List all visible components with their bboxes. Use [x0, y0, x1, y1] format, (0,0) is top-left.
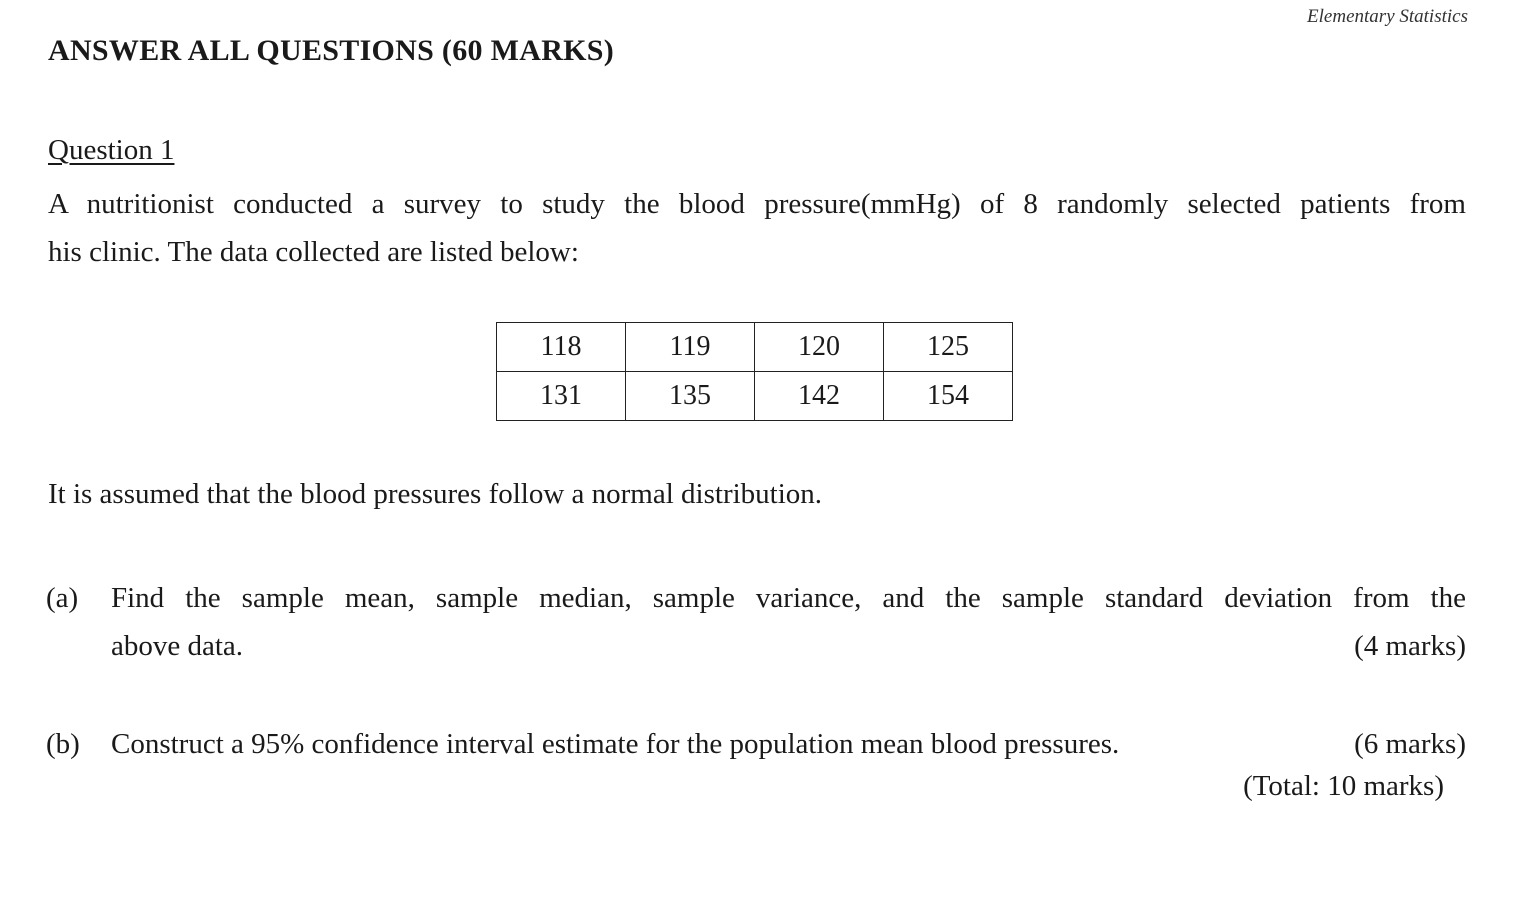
question-heading: Question 1 [48, 134, 175, 166]
part-text [111, 574, 1466, 670]
table-row [497, 372, 1013, 421]
data-table [496, 322, 1013, 421]
total-marks: (Total: 10 marks) [1243, 770, 1444, 802]
question-part-b [46, 720, 1466, 768]
part-label: (a) [46, 582, 79, 614]
table-cell: 142 [755, 372, 884, 421]
part-text-line-2-row [111, 622, 1466, 670]
section-title: ANSWER ALL QUESTIONS (60 MARKS) [48, 34, 615, 67]
table-cell: 154 [884, 372, 1013, 421]
part-text-line-1: Find the sample mean, sample median, sample variance, and the sample standard deviation from the [111, 582, 1466, 614]
table-cell: 131 [497, 372, 626, 421]
running-header: Elementary Statistics [1307, 6, 1468, 27]
table-row [497, 323, 1013, 372]
part-text [111, 720, 1466, 768]
part-label: (b) [46, 728, 80, 760]
intro-line-2: his clinic. The data collected are listed below: [48, 236, 579, 268]
intro-line-1: A nutritionist conducted a survey to study the blood pressure(mmHg) of 8 randomly selected patients from [48, 188, 1466, 220]
table-cell: 118 [497, 323, 626, 372]
marks-label: (4 marks) [1354, 630, 1466, 662]
question-intro [48, 180, 1466, 276]
marks-label: (6 marks) [1354, 728, 1466, 760]
part-text-line-2: above data. [111, 630, 244, 662]
table-cell: 125 [884, 323, 1013, 372]
table-cell: 135 [626, 372, 755, 421]
part-text-line-1: Construct a 95% confidence interval estimate for the population mean blood pressures. [111, 728, 1120, 760]
assumption-text: It is assumed that the blood pressures follow a normal distribution. [48, 478, 823, 510]
table-cell: 120 [755, 323, 884, 372]
table-cell: 119 [626, 323, 755, 372]
question-part-a [46, 574, 1466, 670]
